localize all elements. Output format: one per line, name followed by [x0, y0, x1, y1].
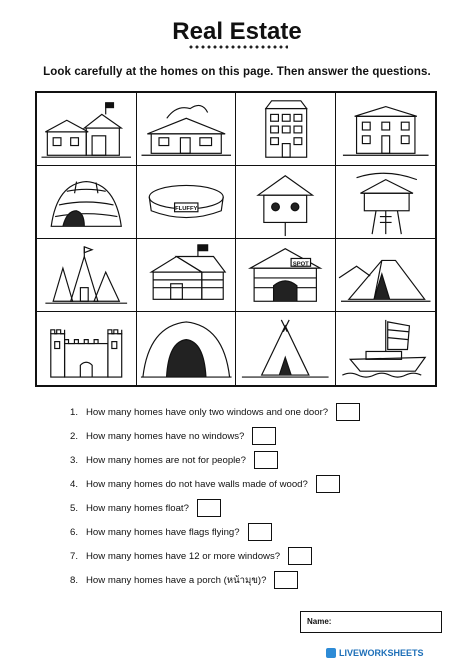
answer-box-5[interactable]	[197, 499, 221, 517]
home-teepee	[236, 312, 336, 385]
question-text: How many homes are not for people?	[86, 454, 246, 466]
home-cave	[137, 312, 237, 385]
question-text: How many homes have 12 or more windows?	[86, 550, 281, 562]
answer-box-7[interactable]	[288, 547, 312, 565]
answer-box-3[interactable]	[254, 451, 278, 469]
name-label: Name:	[307, 617, 332, 626]
question-2: 2. How many homes have no windows?	[70, 424, 450, 448]
question-text: How many homes have flags flying?	[86, 526, 240, 538]
instructions: Look carefully at the homes on this page. Then answer the questions.	[43, 66, 431, 78]
questions-list	[70, 400, 450, 592]
question-text: How many homes have no windows?	[86, 430, 245, 442]
answer-box-1[interactable]	[336, 403, 360, 421]
home-junk-boat	[336, 312, 436, 385]
home-igloo	[37, 166, 137, 239]
home-log-cabin	[137, 239, 237, 312]
footer-text: LIVEWORKSHEETS	[339, 648, 424, 658]
homes-picture-grid	[35, 91, 437, 387]
question-5: 5. How many homes float?	[70, 496, 450, 520]
home-treehouse	[336, 166, 436, 239]
home-apartment-building	[236, 93, 336, 166]
home-ranch-house	[137, 93, 237, 166]
answer-box-4[interactable]	[316, 475, 340, 493]
spot-label: SPOT	[292, 261, 309, 268]
question-7: 7. How many homes have 12 or more windows?	[70, 544, 450, 568]
question-text: How many homes do not have walls made of wood?	[86, 478, 308, 490]
home-castle	[37, 312, 137, 385]
home-doghouse-spot	[236, 239, 336, 312]
home-pet-bed-fluffy	[137, 166, 237, 239]
home-birdhouse	[236, 166, 336, 239]
question-3: 3. How many homes are not for people?	[70, 448, 450, 472]
home-two-story-house	[336, 93, 436, 166]
question-6: 6. How many homes have flags flying?	[70, 520, 450, 544]
home-sandcastle	[37, 239, 137, 312]
home-house-with-garage	[37, 93, 137, 166]
name-field[interactable]	[300, 611, 442, 633]
question-text: How many homes have only two windows and one door?	[86, 406, 329, 418]
home-tent	[336, 239, 436, 312]
answer-box-2[interactable]	[252, 427, 276, 445]
answer-box-6[interactable]	[248, 523, 272, 541]
answer-box-8[interactable]	[274, 571, 298, 589]
footer-brand	[326, 648, 424, 658]
question-4: 4. How many homes do not have walls made of wood?	[70, 472, 450, 496]
question-8: 8. How many homes have a porch (หน้ามุข)?	[70, 568, 450, 592]
question-text: How many homes have a porch (หน้ามุข)?	[86, 574, 267, 586]
title-dotted-underline	[188, 45, 288, 49]
liveworksheets-logo-icon	[326, 648, 336, 658]
page-title: Real Estate	[172, 18, 302, 45]
question-text: How many homes float?	[86, 502, 189, 514]
question-1: 1. How many homes have only two windows and one door?	[70, 400, 450, 424]
fluffy-label: FLUFFY	[174, 205, 197, 212]
